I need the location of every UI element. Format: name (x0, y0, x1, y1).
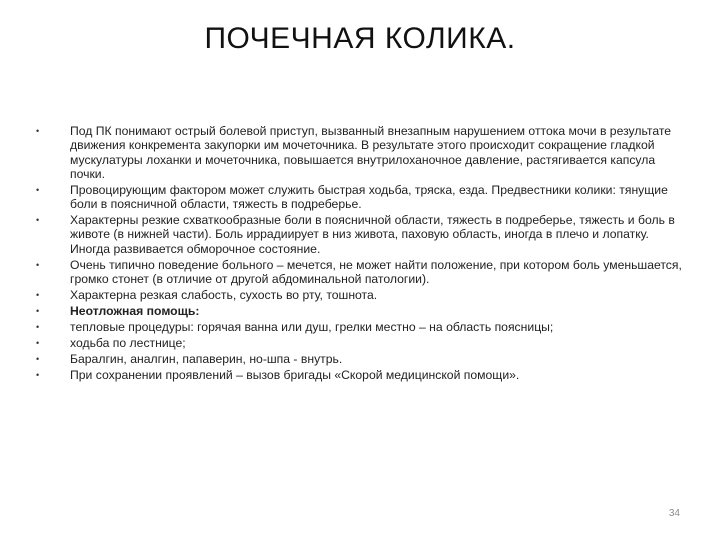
emergency-care-heading: Неотложная помощь: (70, 304, 200, 318)
bullet-icon: • (36, 306, 40, 316)
list-item-heading (36, 304, 686, 318)
list-item (36, 124, 686, 181)
list-item (36, 368, 686, 382)
list-item (36, 213, 686, 256)
bullet-icon: • (36, 290, 40, 301)
list-item (36, 352, 686, 366)
bullet-icon: • (36, 337, 40, 348)
slide-title: ПОЧЕЧНАЯ КОЛИКА. (204, 22, 516, 55)
list-item-text: тепловые процедуры: горячая ванна или душ, грелки местно – на область поясницы; (70, 319, 554, 334)
bullet-icon: • (36, 321, 40, 332)
bullet-icon: • (36, 259, 40, 270)
list-item-text: Характерна резкая слабость, сухость во рту, тошнота. (70, 288, 378, 303)
list-item-text: Баралгин, аналгин, папаверин, но-шпа - внутрь. (70, 351, 343, 366)
list-item-text: При сохранении проявлений – вызов бригады «Скорой медицинской помощи». (70, 367, 520, 382)
list-item (36, 288, 686, 302)
bullet-icon: • (36, 184, 40, 195)
list-item (36, 183, 686, 212)
list-item-text: Характерны резкие схваткообразные боли в поясничной области, тяжесть в подреберье, тяжесть и боль в животе (в нижней части). Боль иррадиирует в низ живота, паховую область, иногда в плечо и лопатку. Иногда развивается обморочное состояние. (70, 213, 675, 256)
list-item (36, 336, 686, 350)
list-item-text: Провоцирующим фактором может служить быстрая ходьба, тряска, езда. Предвестники колики: тянущие боли в поясничной области, тяжесть в подреберье. (70, 182, 668, 212)
bullet-icon: • (36, 215, 40, 226)
list-item-text: Очень типично поведение больного – мечется, не может найти положение, при котором боль уменьшается, громко стонет (в отличие от другой абдоминальной патологии). (70, 257, 682, 287)
bullet-icon: • (36, 353, 40, 364)
list-item (36, 258, 686, 287)
bullet-icon: • (36, 369, 40, 380)
bullet-icon: • (36, 126, 40, 136)
list-item (36, 320, 686, 334)
list-item-text: ходьба по лестнице; (70, 335, 186, 350)
page-number: 34 (668, 508, 680, 519)
list-item-text: Под ПК понимают острый болевой приступ, вызванный внезапным нарушением оттока мочи в результате движения конкремента закупорки им мочеточника. В результате этого происходит сокращение гладкой мускулатуры лоханки и мочеточника, повышается внутрилоханочное давление, растягивается капсула почки. (70, 124, 672, 181)
bullet-list (36, 124, 686, 384)
